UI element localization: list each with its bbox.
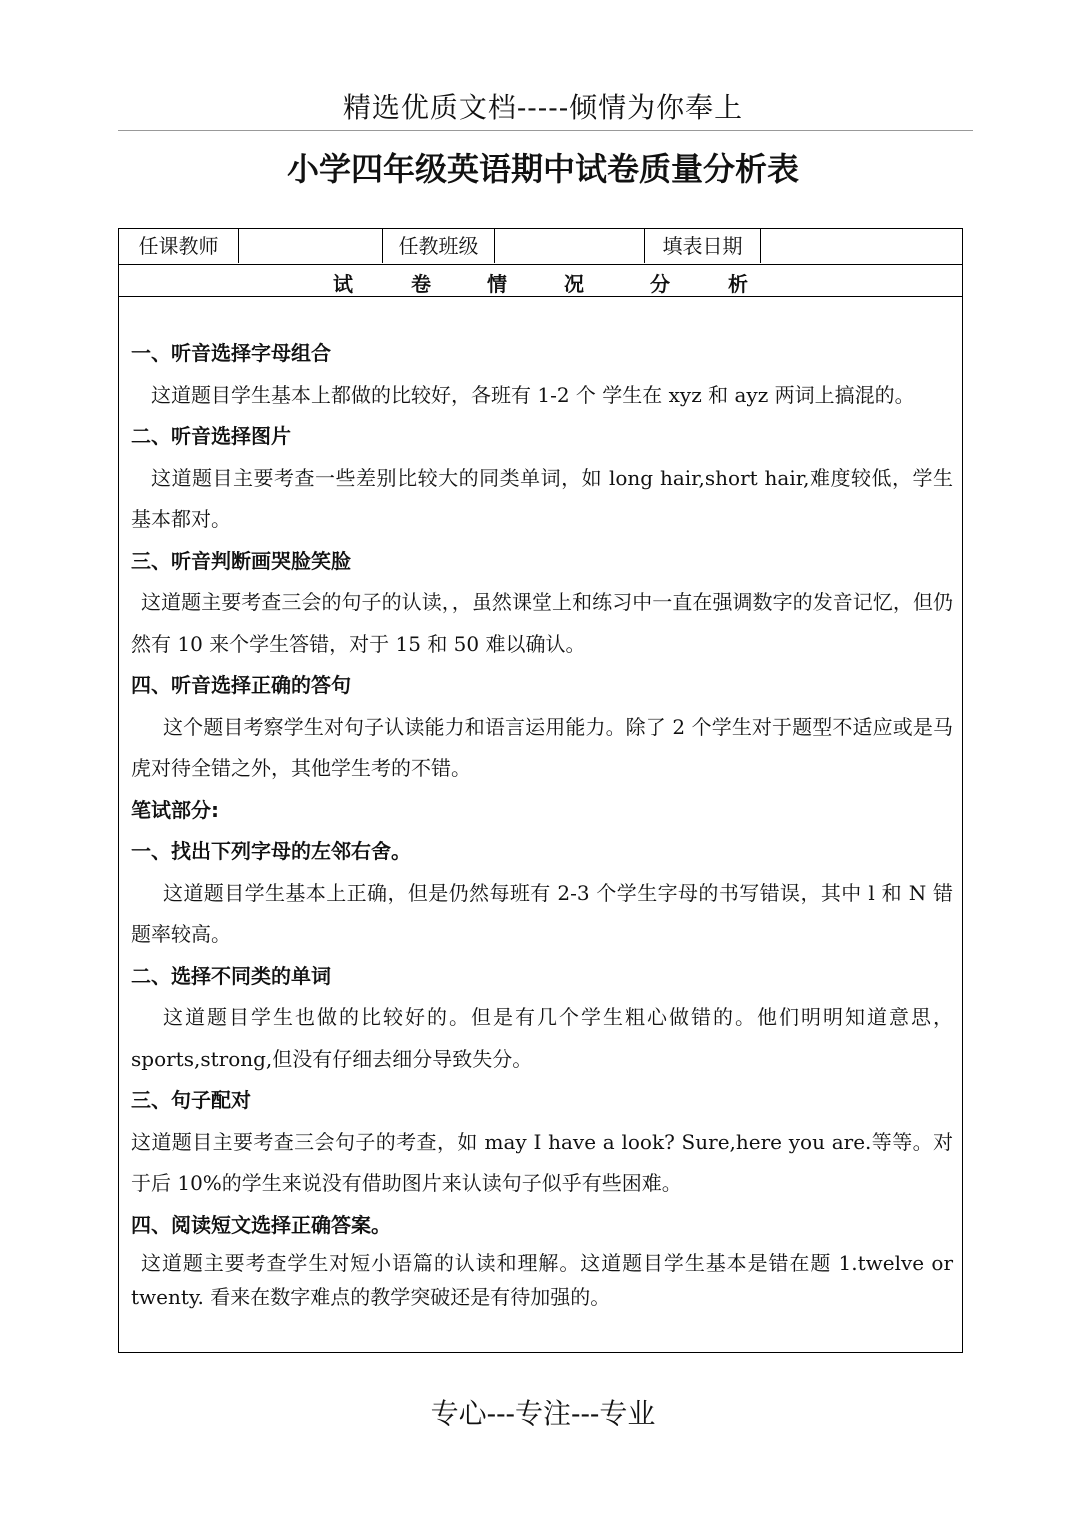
section-heading: 一、找出下列字母的左邻右舍。	[131, 839, 411, 863]
class-value-field[interactable]	[495, 229, 645, 263]
banner-char: 卷	[411, 272, 431, 296]
banner-char: 况	[564, 272, 584, 296]
banner-char: 情	[487, 272, 507, 296]
section-heading: 四、阅读短文选择正确答案。	[131, 1212, 391, 1237]
info-row	[119, 229, 962, 265]
section-heading: 三、听音判断画哭脸笑脸	[131, 548, 351, 573]
banner-char: 析	[728, 272, 748, 296]
banner-char: 分	[650, 272, 670, 296]
teacher-label: 任课教师	[119, 229, 239, 263]
section-text: 这道题主要考查三会的句子的认读，，虽然课堂上和练习中一直在强调数字的发音记忆，但仍然有 10 来个学生答错，对于 15 和 50 难以确认。	[131, 590, 953, 656]
section-text: 这道题目主要考查一些差别比较大的同类单词，如 long hair,short hair,难度较低，学生基本都对。	[131, 465, 953, 531]
banner-char: 试	[333, 272, 353, 296]
section-text: 这道题目主要考查三会句子的考查，如 may I have a look? Sure,here you are.等等。对于后 10%的学生来说没有借助图片来认读句子似乎有些困难。	[131, 1129, 953, 1195]
section-text: 这道题目学生基本上都做的比较好，各班有 1-2 个 学生在 xyz 和 ayz 两词上搞混的。	[151, 382, 915, 407]
section-heading: 四、听音选择正确的答句	[131, 673, 351, 697]
analysis-table	[118, 228, 963, 1353]
teacher-value-field[interactable]	[239, 229, 383, 263]
analysis-content	[131, 333, 953, 1314]
section-text: 这道题目学生基本上正确，但是仍然每班有 2-3 个学生字母的书写错误，其中 l 和 N 错题率较高。	[131, 880, 953, 946]
section-heading-written-part: 笔试部分:	[131, 797, 219, 822]
header-banner: 精选优质文档-----倾情为你奉上	[342, 91, 744, 124]
document-title: 小学四年级英语期中试卷质量分析表	[286, 150, 799, 188]
header-divider	[118, 130, 973, 131]
section-text: 这个题目考察学生对句子认读能力和语言运用能力。除了 2 个学生对于题型不适应或是马虎对待全错之外，其他学生考的不错。	[131, 714, 953, 780]
section-text: 这道题主要考查学生对短小语篇的认读和理解。这道题目学生基本是错在题 1.twelve or twenty. 看来在数字难点的教学突破还是有待加强的。	[131, 1251, 953, 1309]
section-heading: 一、听音选择字母组合	[131, 341, 331, 365]
date-value-field[interactable]	[761, 229, 962, 263]
class-label: 任教班级	[383, 229, 495, 263]
section-banner	[119, 265, 962, 297]
date-label: 填表日期	[645, 229, 761, 263]
section-heading: 三、句子配对	[131, 1088, 251, 1112]
section-text: 这道题目学生也做的比较好的。但是有几个学生粗心做错的。他们明明知道意思，sports,strong,但没有仔细去细分导致失分。	[131, 1005, 953, 1071]
page-footer: 专心---专注---专业	[430, 1397, 656, 1430]
section-heading: 二、听音选择图片	[131, 424, 291, 448]
section-heading: 二、选择不同类的单词	[131, 963, 331, 988]
